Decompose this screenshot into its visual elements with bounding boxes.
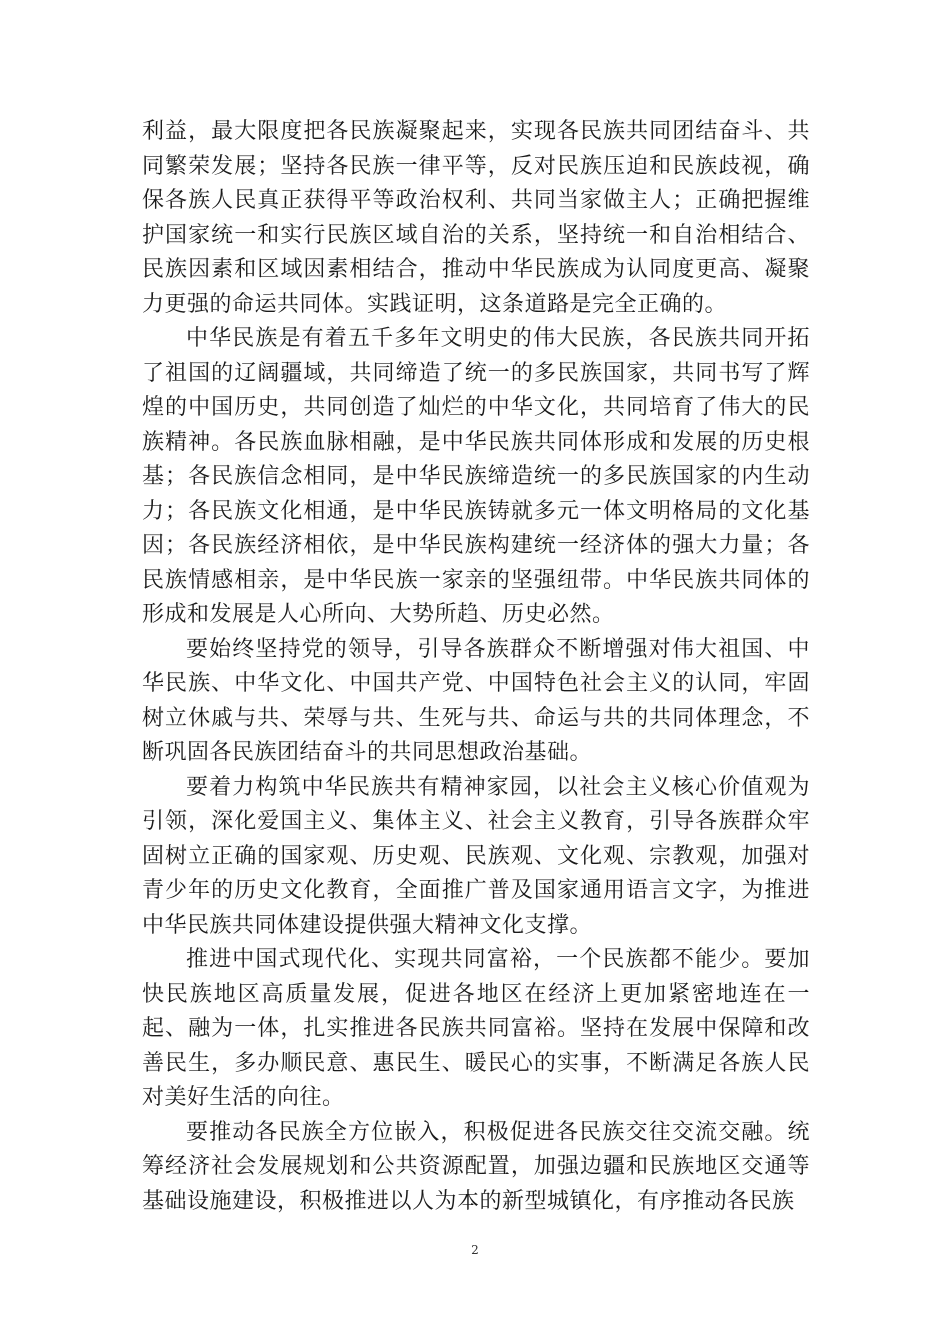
paragraph: 中华民族是有着五千多年文明史的伟大民族，各民族共同开拓了祖国的辽阔疆域，共同缔造了统一的多民族国家，共同书写了辉煌的中国历史，共同创造了灿烂的中华文化，共同培育了伟大的民族精神。各民族血脉相融，是中华民族共同体形成和发展的历史根基；各民族信念相同，是中华民族缔造统一的多民族国家的内生动力；各民族文化相通，是中华民族铸就多元一体文明格局的文化基因；各民族经济相依，是中华民族构建统一经济体的强大力量；各民族情感相亲，是中华民族一家亲的坚强纽带。中华民族共同体的形成和发展是人心所向、大势所趋、历史必然。 [142, 326, 810, 627]
paragraph: 要推动各民族全方位嵌入，积极促进各民族交往交流交融。统筹经济社会发展规划和公共资源配置，加强边疆和民族地区交通等基础设施建设，积极推进以人为本的新型城镇化，有序推动各民族 [142, 1119, 810, 1214]
paragraph: 要始终坚持党的领导，引导各族群众不断增强对伟大祖国、中华民族、中华文化、中国共产党、中国特色社会主义的认同，牢固树立休戚与共、荣辱与共、生死与共、命运与共的共同体理念，不断巩固各民族团结奋斗的共同思想政治基础。 [142, 636, 810, 765]
page-number: 2 [471, 1243, 479, 1257]
paragraph-continued: 利益，最大限度把各民族凝聚起来，实现各民族共同团结奋斗、共同繁荣发展；坚持各民族一律平等，反对民族压迫和民族歧视，确保各族人民真正获得平等政治权利、共同当家做主人；正确把握维护国家统一和实行民族区域自治的关系，坚持统一和自治相结合、民族因素和区域因素相结合，推动中华民族成为认同度更高、凝聚力更强的命运共同体。实践证明，这条道路是完全正确的。 [142, 119, 810, 317]
paragraph: 推进中国式现代化、实现共同富裕，一个民族都不能少。要加快民族地区高质量发展，促进各地区在经济上更加紧密地连在一起、融为一体，扎实推进各民族共同富裕。坚持在发展中保障和改善民生，多办顺民意、惠民生、暖民心的实事，不断满足各族人民对美好生活的向往。 [142, 947, 810, 1110]
paragraph: 要着力构筑中华民族共有精神家园，以社会主义核心价值观为引领，深化爱国主义、集体主义、社会主义教育，引导各族群众牢固树立正确的国家观、历史观、民族观、文化观、宗教观，加强对青少年的历史文化教育，全面推广普及国家通用语言文字，为推进中华民族共同体建设提供强大精神文化支撑。 [142, 774, 810, 938]
document-body [142, 115, 810, 1219]
